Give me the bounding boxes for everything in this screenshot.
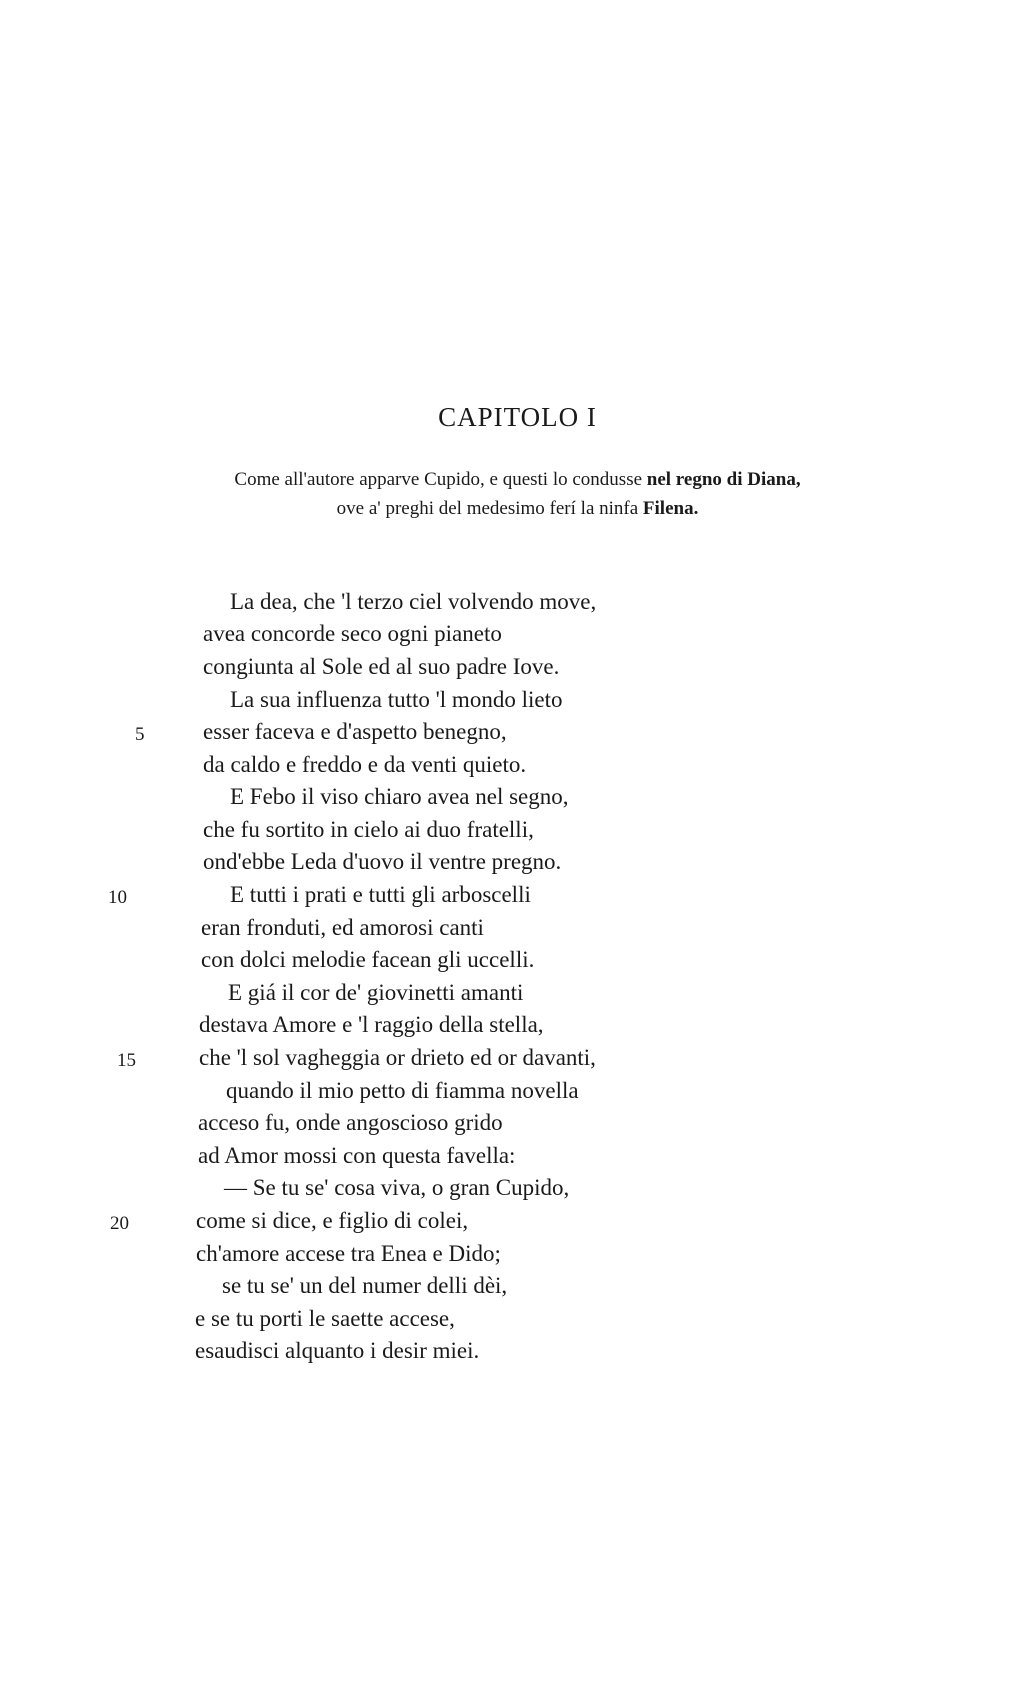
line-number: 20 bbox=[110, 1213, 129, 1234]
verse-line: che 'l sol vagheggia or drieto ed or davanti, bbox=[199, 1045, 596, 1070]
verse-line: avea concorde seco ogni pianeto bbox=[203, 621, 502, 646]
summary-text: ove a' preghi del medesimo ferí la ninfa bbox=[336, 498, 643, 519]
verse-line: da caldo e freddo e da venti quieto. bbox=[203, 752, 527, 777]
line-number: 5 bbox=[135, 724, 145, 745]
chapter-summary-line-2 bbox=[0, 494, 1035, 523]
verse-line: quando il mio petto di fiamma novella bbox=[226, 1078, 579, 1103]
line-number: 10 bbox=[108, 887, 127, 908]
chapter-title: CAPITOLO I bbox=[438, 402, 597, 432]
verse-line: E giá il cor de' giovinetti amanti bbox=[228, 980, 524, 1005]
verse-line: come si dice, e figlio di colei, bbox=[196, 1208, 469, 1233]
verse-line: e se tu porti le saette accese, bbox=[195, 1306, 455, 1331]
line-number: 15 bbox=[117, 1050, 136, 1071]
verse-line: esser faceva e d'aspetto benegno, bbox=[203, 719, 507, 744]
verse-line: ch'amore accese tra Enea e Dido; bbox=[196, 1241, 501, 1266]
verse-line: acceso fu, onde angoscioso grido bbox=[198, 1110, 503, 1135]
summary-text: Come all'autore apparve Cupido, e questi lo condusse bbox=[234, 469, 647, 490]
verse-line: — Se tu se' cosa viva, o gran Cupido, bbox=[224, 1175, 570, 1200]
verse-line: esaudisci alquanto i desir miei. bbox=[195, 1338, 480, 1363]
verse-line: con dolci melodie facean gli uccelli. bbox=[201, 947, 535, 972]
verse-line: eran fronduti, ed amorosi canti bbox=[201, 915, 484, 940]
summary-bold-text: nel regno di Diana, bbox=[646, 469, 801, 490]
summary-bold-text: Filena. bbox=[642, 498, 699, 519]
verse-line: se tu se' un del numer delli dèi, bbox=[222, 1273, 508, 1298]
verse-line: E tutti i prati e tutti gli arboscelli bbox=[230, 882, 531, 907]
verse-line: E Febo il viso chiaro avea nel segno, bbox=[230, 784, 569, 809]
verse-line: destava Amore e 'l raggio della stella, bbox=[199, 1012, 544, 1037]
chapter-summary-line-1 bbox=[0, 465, 1035, 494]
verse-line: congiunta al Sole ed al suo padre Iove. bbox=[203, 654, 560, 679]
verse-line: La sua influenza tutto 'l mondo lieto bbox=[230, 687, 563, 712]
verse-line: La dea, che 'l terzo ciel volvendo move, bbox=[230, 589, 597, 614]
verse-line: ad Amor mossi con questa favella: bbox=[198, 1143, 516, 1168]
verse-line: che fu sortito in cielo ai duo fratelli, bbox=[203, 817, 534, 842]
verse-line: ond'ebbe Leda d'uovo il ventre pregno. bbox=[203, 849, 562, 874]
